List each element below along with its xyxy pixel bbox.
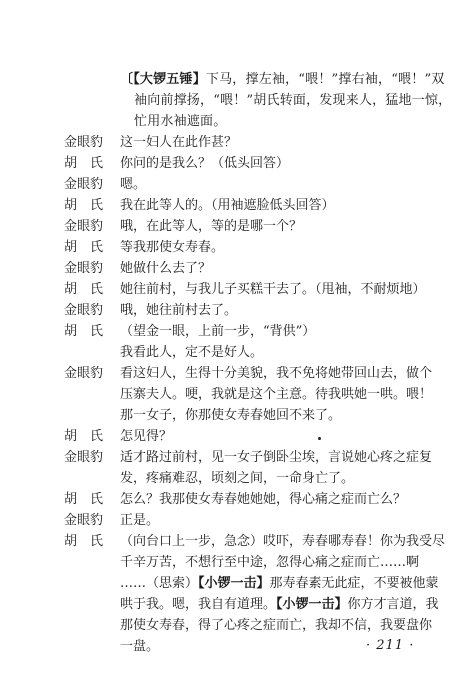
dialogue-text: 等我那使女寿春。 bbox=[120, 240, 225, 255]
stage-direction-text: 下马，撑左袖，“喂！”撑右袖，“喂！”双 bbox=[205, 72, 445, 87]
dialogue-text: 她做什么去了？ bbox=[120, 261, 212, 276]
stage-direction-cue: 〔【大锣五锤】 bbox=[120, 72, 206, 87]
dialogue-text: 怎见得？ bbox=[120, 429, 173, 444]
stage-direction-line-1 bbox=[120, 72, 445, 88]
dialogue-text: 千辛万苦，不想行至中途，忽得心痛之症而亡……啊 bbox=[120, 555, 420, 570]
speaker-label: 胡 氏 bbox=[64, 429, 104, 444]
percussion-cue: 【小锣一击】 bbox=[276, 597, 348, 612]
speaker-label: 金眼豹 bbox=[64, 177, 104, 192]
speaker-label: 金眼豹 bbox=[64, 135, 104, 150]
speaker-label: 金眼豹 bbox=[64, 261, 104, 276]
speaker-label: 胡 氏 bbox=[64, 198, 104, 213]
speaker-label: 胡 氏 bbox=[64, 534, 104, 549]
dialogue-text-with-cue bbox=[120, 597, 439, 613]
dialogue-text: 我在此等人的。（用袖遮脸低头回答） bbox=[120, 198, 335, 213]
speaker-label: 胡 氏 bbox=[64, 492, 104, 507]
print-speck bbox=[318, 437, 321, 440]
speaker-label: 胡 氏 bbox=[64, 324, 104, 339]
dialogue-text: 哄于我。嗯，我自有道理。 bbox=[120, 597, 277, 612]
stage-direction-line-3: 忙用水袖遮面。 bbox=[134, 114, 227, 129]
dialogue-text: 那使女寿春，得了心疼之症而亡，我却不信，我要盘你 bbox=[120, 618, 433, 633]
speaker-label: 金眼豹 bbox=[64, 450, 104, 465]
dialogue-text: 适才路过前村，见一女子倒卧尘埃，言说她心疼之症复 bbox=[120, 450, 433, 465]
page-number: · 211 · bbox=[366, 638, 415, 653]
dialogue-text: 发，疼痛难忍，顷刻之间，一命身亡了。 bbox=[120, 471, 355, 486]
percussion-cue: 【小锣一击】 bbox=[198, 576, 270, 591]
dialogue-text-with-cue bbox=[120, 576, 439, 592]
dialogue-text: 那寿春素无此症，不要被他蒙 bbox=[269, 576, 439, 591]
speaker-label: 胡 氏 bbox=[64, 282, 104, 297]
dialogue-text: 你方才言道，我 bbox=[347, 597, 439, 612]
speaker-label: 金眼豹 bbox=[64, 219, 104, 234]
dialogue-text: 嗯。 bbox=[120, 177, 147, 192]
stage-direction-line-2: 袖向前撑扬，“喂！”胡氏转面，发现来人，猛地一惊， bbox=[134, 93, 452, 108]
dialogue-text: （望金一眼，上前一步，“背供”） bbox=[120, 324, 316, 339]
dialogue-text: 哦，在此等人，等的是哪一个？ bbox=[120, 219, 303, 234]
dialogue-text: 压寨夫人。哽，我就是这个主意。待我哄她一哄。喂！ bbox=[120, 387, 433, 402]
dialogue-text: 怎么？我那使女寿春她她她，得心痛之症而亡么？ bbox=[120, 492, 407, 507]
speaker-label: 金眼豹 bbox=[64, 303, 104, 318]
dialogue-text: 一盘。 bbox=[120, 639, 160, 654]
dialogue-text: 正是。 bbox=[120, 513, 160, 528]
speaker-label: 金眼豹 bbox=[64, 513, 104, 528]
dialogue-text: 那一女子，你那使女寿春她回不来了。 bbox=[120, 408, 342, 423]
dialogue-text: 她往前村，与我儿子买糕干去了。（甩袖，不耐烦地） bbox=[120, 282, 426, 297]
dialogue-text: 这一妇人在此作甚？ bbox=[120, 135, 238, 150]
speaker-label: 金眼豹 bbox=[64, 366, 104, 381]
dialogue-text: （向台口上一步，急念）哎吓，寿春哪寿春！你为我受尽 bbox=[120, 534, 446, 549]
dialogue-text: 你问的是我么？（低头回答） bbox=[120, 156, 290, 171]
speaker-label: 胡 氏 bbox=[64, 240, 104, 255]
dialogue-text: 哦，她往前村去了。 bbox=[120, 303, 238, 318]
dialogue-text: 看这妇人，生得十分美貌，我不免将她带回山去，做个 bbox=[120, 366, 433, 381]
speaker-label: 胡 氏 bbox=[64, 156, 104, 171]
dialogue-text: ……（思索） bbox=[120, 576, 199, 591]
dialogue-text: 我看此人，定不是好人。 bbox=[120, 345, 264, 360]
